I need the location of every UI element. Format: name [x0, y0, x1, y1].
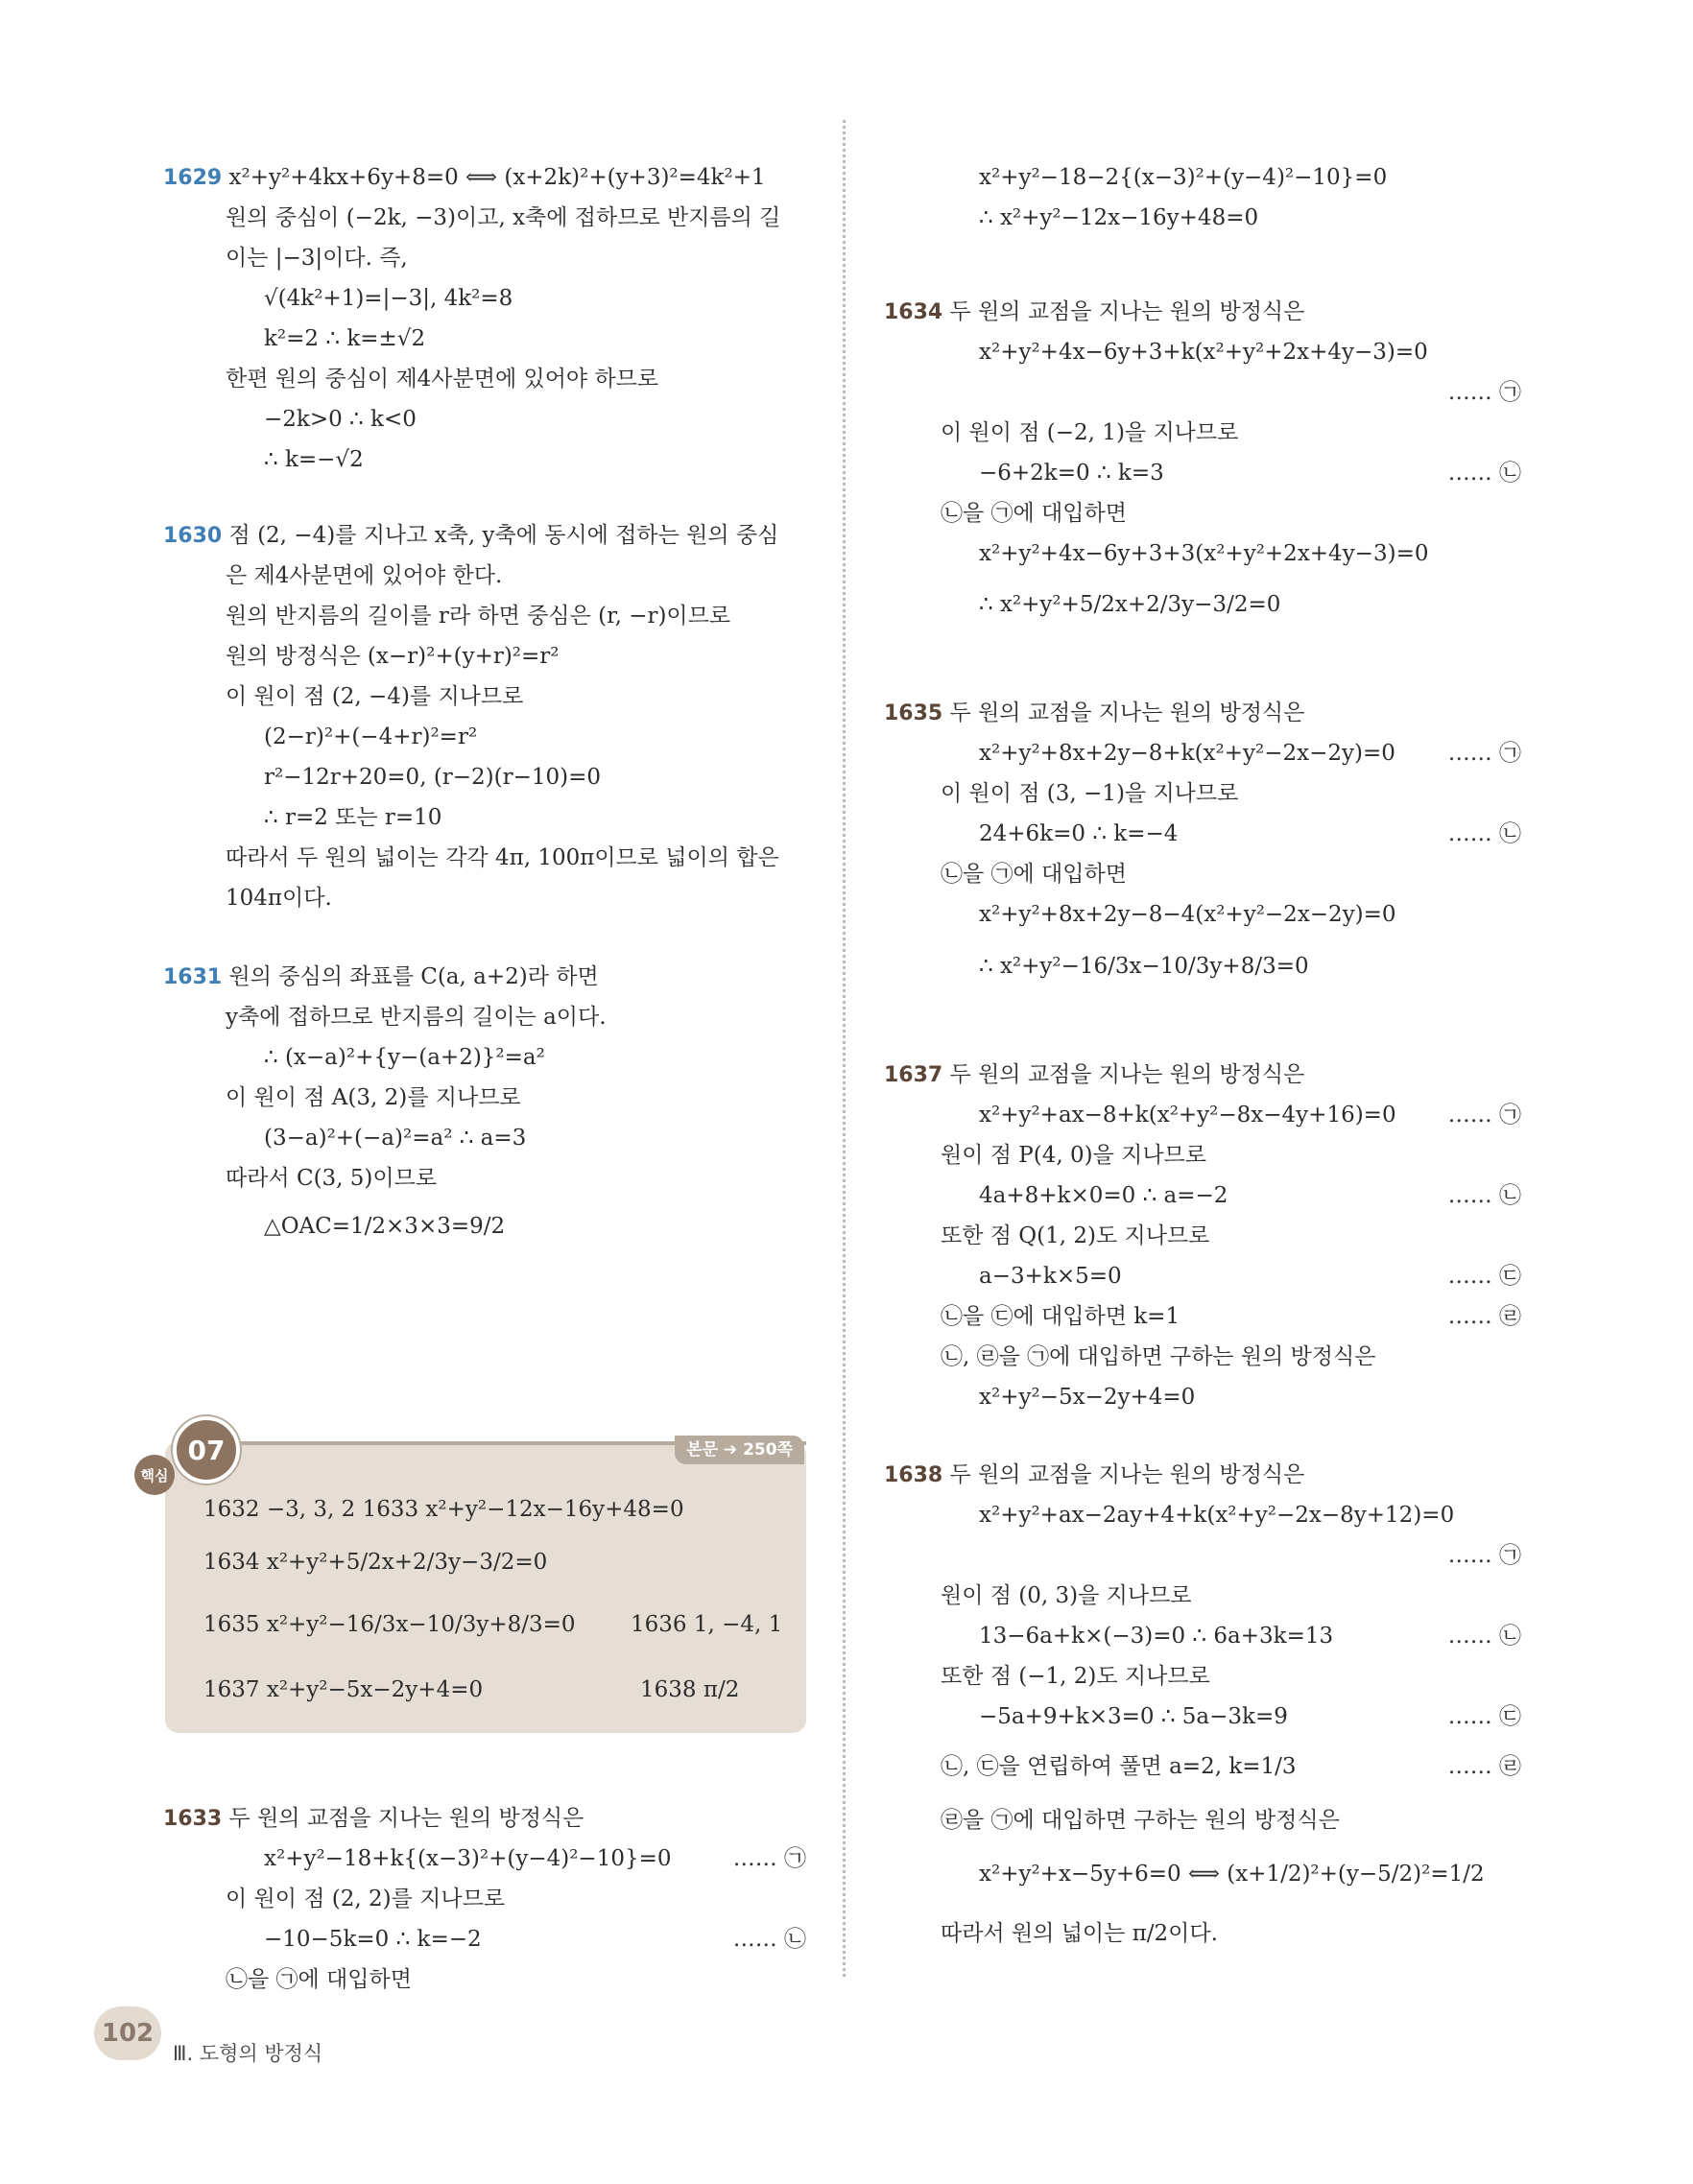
solution-line: ∴ x²+y²+5/2x+2/3y−3/2=0 — [979, 592, 1281, 617]
page-reference: 본문 ➔ 250쪽 — [675, 1436, 804, 1464]
solution-line: x²+y²+8x+2y−8−4(x²+y²−2x−2y)=0 — [979, 902, 1396, 927]
solution-line: 또한 점 Q(1, 2)도 지나므로 — [941, 1223, 1210, 1248]
solution-line: ∴ (x−a)²+{y−(a+2)}²=a² — [264, 1045, 545, 1070]
problem-number: 1634 — [884, 300, 943, 324]
solution-line: ㉡을 ㉠에 대입하면 — [226, 1967, 412, 1992]
problem-number: 1635 — [884, 701, 943, 725]
solution-line: 두 원의 교점을 지나는 원의 방정식은 — [228, 1806, 584, 1831]
key-tag: 핵심 — [134, 1455, 175, 1495]
problem-number: 1633 — [163, 1807, 223, 1831]
solution-line: 따라서 원의 넓이는 π/2이다. — [941, 1921, 1218, 1946]
solution-line: 원이 점 P(4, 0)을 지나므로 — [941, 1143, 1206, 1168]
solution-line: 두 원의 교점을 지나는 원의 방정식은 — [949, 1462, 1305, 1487]
solution-line: 원의 중심이 (−2k, −3)이고, x축에 접하므로 반지름의 길 — [226, 205, 781, 230]
solution-line: 이 원이 점 A(3, 2)를 지나므로 — [226, 1085, 521, 1110]
solution-line: 원의 반지름의 길이를 r라 하면 중심은 (r, −r)이므로 — [226, 604, 731, 629]
solution-line: x²+y²+ax−8+k(x²+y²−8x−4y+16)=0 — [979, 1103, 1396, 1128]
equation-mark: …… ㉠ — [1447, 380, 1521, 405]
solution-line: x²+y²−18+k{(x−3)²+(y−4)²−10}=0 — [264, 1846, 672, 1871]
solution-line: ㉡을 ㉠에 대입하면 — [941, 862, 1127, 887]
page-number: 102 — [94, 2006, 161, 2060]
equation-mark: …… ㉢ — [1447, 1264, 1521, 1289]
key-answer-box — [140, 1434, 806, 1733]
column-divider — [843, 120, 846, 1977]
solution-line: 두 원의 교점을 지나는 원의 방정식은 — [949, 299, 1305, 324]
equation-mark: …… ㉣ — [1447, 1304, 1521, 1329]
solution-line: (2−r)²+(−4+r)²=r² — [264, 724, 478, 749]
answer-row: 1638 π/2 — [640, 1677, 740, 1702]
problem-number: 1637 — [884, 1063, 943, 1087]
solution-line: y축에 접하므로 반지름의 길이는 a이다. — [226, 1005, 607, 1030]
solution-line: 두 원의 교점을 지나는 원의 방정식은 — [949, 1062, 1305, 1087]
equation-mark: …… ㉡ — [1447, 1624, 1521, 1649]
solution-line: √(4k²+1)=|−3|, 4k²=8 — [264, 286, 513, 311]
solution-line: △OAC=1/2×3×3=9/2 — [264, 1214, 506, 1239]
solution-line: x²+y²+4x−6y+3+k(x²+y²+2x+4y−3)=0 — [979, 340, 1428, 365]
solution-line: −6+2k=0 ∴ k=3 — [979, 461, 1164, 486]
solution-line: ∴ x²+y²−12x−16y+48=0 — [979, 205, 1259, 230]
equation-mark: …… ㉠ — [1447, 1103, 1521, 1128]
solution-line: x²+y²+4x−6y+3+3(x²+y²+2x+4y−3)=0 — [979, 541, 1429, 566]
problem-number: 1631 — [163, 965, 223, 989]
solution-line: 24+6k=0 ∴ k=−4 — [979, 821, 1179, 846]
solution-line: ㉡을 ㉢에 대입하면 k=1 — [941, 1304, 1180, 1329]
solution-line: 104π이다. — [226, 886, 332, 911]
equation-mark: …… ㉠ — [1447, 741, 1521, 766]
solution-line: 원의 방정식은 (x−r)²+(y+r)²=r² — [226, 644, 560, 669]
equation-mark: …… ㉠ — [1447, 1543, 1521, 1568]
solution-line: r²−12r+20=0, (r−2)(r−10)=0 — [264, 765, 602, 790]
answer-row: 1637 x²+y²−5x−2y+4=0 — [203, 1677, 484, 1702]
solution-line: 따라서 두 원의 넓이는 각각 4π, 100π이므로 넓이의 합은 — [226, 845, 779, 870]
solution-line: x²+y²−5x−2y+4=0 — [979, 1385, 1196, 1410]
solution-line: ∴ k=−√2 — [264, 447, 364, 472]
solution-line: 따라서 C(3, 5)이므로 — [226, 1166, 438, 1191]
equation-mark: …… ㉠ — [732, 1846, 806, 1871]
equation-mark: …… ㉡ — [1447, 1183, 1521, 1208]
solution-line: a−3+k×5=0 — [979, 1264, 1122, 1289]
section-badge: 07 — [173, 1416, 240, 1484]
answer-row: 1632 −3, 3, 2 1633 x²+y²−12x−16y+48=0 — [203, 1497, 684, 1522]
solution-line: ∴ x²+y²−16/3x−10/3y+8/3=0 — [979, 954, 1309, 979]
equation-mark: …… ㉡ — [1447, 821, 1521, 846]
solution-line: 한편 원의 중심이 제4사분면에 있어야 하므로 — [226, 367, 659, 392]
solution-line: −10−5k=0 ∴ k=−2 — [264, 1927, 482, 1952]
solution-line: (3−a)²+(−a)²=a² ∴ a=3 — [264, 1126, 527, 1151]
equation-mark: …… ㉡ — [732, 1927, 806, 1952]
solution-line: 이 원이 점 (2, 2)를 지나므로 — [226, 1887, 506, 1911]
solution-line: 은 제4사분면에 있어야 한다. — [226, 563, 503, 588]
solution-line: 또한 점 (−1, 2)도 지나므로 — [941, 1664, 1210, 1689]
solution-line: 두 원의 교점을 지나는 원의 방정식은 — [949, 700, 1305, 725]
answer-row: 1635 x²+y²−16/3x−10/3y+8/3=0 — [203, 1612, 576, 1637]
solution-line: 이 원이 점 (3, −1)을 지나므로 — [941, 781, 1239, 806]
answer-row: 1636 1, −4, 1 — [631, 1612, 783, 1637]
solution-line: 이 원이 점 (−2, 1)을 지나므로 — [941, 420, 1239, 445]
solution-line: 원이 점 (0, 3)을 지나므로 — [941, 1583, 1192, 1608]
equation-mark: …… ㉡ — [1447, 461, 1521, 486]
problem-number: 1638 — [884, 1463, 943, 1487]
solution-line: 원의 중심의 좌표를 C(a, a+2)라 하면 — [228, 964, 599, 989]
solution-line: 4a+8+k×0=0 ∴ a=−2 — [979, 1183, 1228, 1208]
equation-mark: …… ㉢ — [1447, 1704, 1521, 1729]
solution-line: 13−6a+k×(−3)=0 ∴ 6a+3k=13 — [979, 1624, 1334, 1649]
solution-line: 이 원이 점 (2, −4)를 지나므로 — [226, 684, 524, 709]
solution-line: x²+y²+4kx+6y+8=0 ⟺ (x+2k)²+(y+3)²=4k²+1 — [228, 165, 766, 190]
solution-line: ㉡을 ㉠에 대입하면 — [941, 501, 1127, 526]
chapter-title: Ⅲ. 도형의 방정식 — [173, 2042, 323, 2065]
solution-line: 이는 |−3|이다. 즉, — [226, 246, 408, 271]
solution-line: ∴ r=2 또는 r=10 — [264, 805, 442, 830]
solution-line: x²+y²+x−5y+6=0 ⟺ (x+1/2)²+(y−5/2)²=1/2 — [979, 1862, 1485, 1887]
solution-line: ㉣을 ㉠에 대입하면 구하는 원의 방정식은 — [941, 1808, 1340, 1833]
problem-number: 1629 — [163, 166, 223, 190]
solution-line: −5a+9+k×3=0 ∴ 5a−3k=9 — [979, 1704, 1288, 1729]
solution-line: x²+y²−18−2{(x−3)²+(y−4)²−10}=0 — [979, 165, 1388, 190]
problem-number: 1630 — [163, 524, 223, 548]
solution-line: x²+y²+ax−2ay+4+k(x²+y²−2x−8y+12)=0 — [979, 1503, 1455, 1528]
solution-line: −2k>0 ∴ k<0 — [264, 407, 417, 432]
solution-line: ㉡, ㉣을 ㉠에 대입하면 구하는 원의 방정식은 — [941, 1344, 1376, 1369]
answer-row: 1634 x²+y²+5/2x+2/3y−3/2=0 — [203, 1550, 548, 1575]
equation-mark: …… ㉣ — [1447, 1754, 1521, 1779]
solution-line: x²+y²+8x+2y−8+k(x²+y²−2x−2y)=0 — [979, 741, 1395, 766]
solution-line: k²=2 ∴ k=±√2 — [264, 326, 426, 351]
solution-line: ㉡, ㉢을 연립하여 풀면 a=2, k=1/3 — [941, 1754, 1297, 1779]
solution-line: 점 (2, −4)를 지나고 x축, y축에 동시에 접하는 원의 중심 — [228, 523, 779, 548]
